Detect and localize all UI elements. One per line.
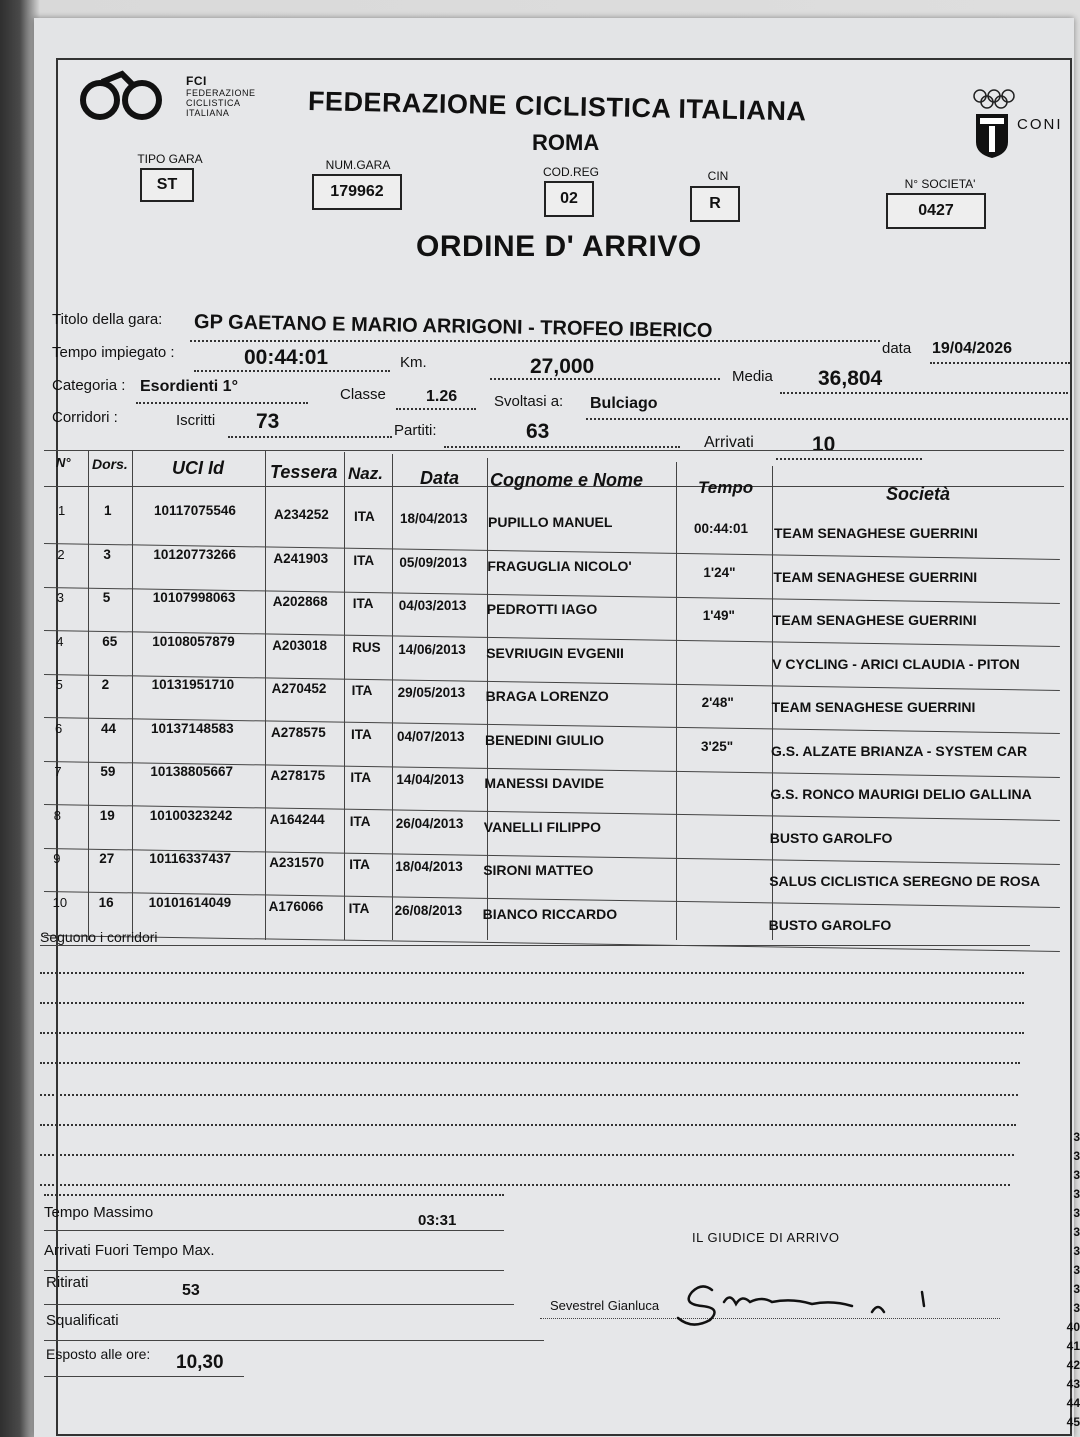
col-header-data: Data [420,468,460,488]
edge-number: 42 [1066,1358,1080,1372]
cell-dors: 27 [99,851,115,866]
cell-n: 6 [55,720,63,736]
cell-n: 9 [53,851,61,866]
cell-societa: G.S. RONCO MAURIGI DELIO GALLINA [770,786,1032,802]
cell-tempo: 1'24" [703,564,736,580]
cell-nome: MANESSI DAVIDE [484,775,604,791]
fci-line-1: FEDERAZIONE [186,88,256,98]
col-divider [344,452,345,940]
tempo-massimo-label: Tempo Massimo [44,1204,154,1221]
federation-title: FEDERAZIONE CICLISTICA ITALIANA [307,86,807,127]
cell-uci: 10116337437 [149,851,232,866]
cell-naz: ITA [348,900,370,916]
km-label: Km. [400,354,427,371]
edge-number: 44 [1066,1396,1080,1410]
fci-line-2: CICLISTICA [186,98,241,108]
cell-n: 8 [53,807,62,823]
giudice-name: Sevestrel Gianluca [550,1298,660,1313]
cell-uci: 10120773266 [153,546,236,562]
cell-data: 18/04/2013 [400,511,468,526]
cell-naz: ITA [349,813,371,829]
cell-tessera: A270452 [271,681,327,696]
data-label: data [882,340,912,357]
cod-reg-box: 02 [544,181,594,217]
cell-tessera: A234252 [274,507,329,522]
cell-nome: BENEDINI GIULIO [485,731,605,748]
cell-tessera: A278575 [271,724,326,740]
cell-dors: 5 [102,590,111,605]
extra-line-5 [40,1094,1018,1096]
cell-dors: 44 [101,720,117,736]
tipo-gara-label: TIPO GARA [137,152,203,166]
race-title-value: GP GAETANO E MARIO ARRIGONI - TROFEO IBERICO [193,311,713,343]
cell-naz: ITA [351,683,373,698]
cell-n: 1 [58,503,66,518]
fci-line-3: ITALIANA [186,108,230,118]
cell-naz: ITA [351,726,372,742]
cell-naz: ITA [353,552,375,568]
extra-line-7 [40,1154,1014,1156]
cell-data: 29/05/2013 [397,685,466,700]
col-header-nome: Cognome e Nome [490,470,644,490]
cell-dors: 16 [98,894,114,910]
edge-number: 3 [1073,1244,1080,1258]
cell-data: 04/07/2013 [397,728,465,744]
cell-data: 14/04/2013 [396,772,464,787]
col-header-uci: UCI Id [172,458,224,478]
data-dotline [930,362,1070,364]
cell-uci: 10101614049 [148,894,232,910]
col-header-societa: Società [886,484,951,504]
cell-societa: TEAM SENAGHESE GUERRINI [771,699,976,715]
fci-logo-icon [72,70,172,122]
partiti-dotline [444,446,680,448]
media-value: 36,804 [818,367,883,390]
col-header-naz: Naz. [348,464,383,483]
cell-data: 04/03/2013 [398,598,467,613]
cell-tessera: A241903 [273,550,329,566]
cell-n: 2 [57,546,65,562]
cell-uci: 10117075546 [154,503,236,518]
classe-dotline [396,408,476,410]
race-date-value: 19/04/2026 [932,340,1013,357]
cell-societa: TEAM SENAGHESE GUERRINI [772,612,977,628]
olympic-rings-icon [972,88,1016,110]
cin-label: CIN [707,169,729,183]
tempo-massimo-rule [44,1230,504,1231]
col-divider [676,462,677,940]
corridori-label: Corridori : [52,409,118,426]
tempo-impiegato-value: 00:44:01 [244,346,329,369]
edge-number: 3 [1073,1263,1080,1277]
cell-n: 10 [52,894,68,910]
edge-number: 3 [1073,1149,1080,1163]
edge-number: 3 [1073,1301,1080,1315]
cell-tempo: 00:44:01 [694,521,749,536]
cin-box: R [690,186,740,222]
edge-number-strip [1060,1130,1080,1434]
cell-tessera: A164244 [269,811,325,827]
edge-number: 3 [1073,1225,1080,1239]
cell-nome: PUPILLO MANUEL [488,514,613,530]
cell-data: 05/09/2013 [399,554,467,570]
cell-societa: SALUS CICLISTICA SEREGNO DE ROSA [769,873,1041,889]
edge-number: 3 [1073,1168,1080,1182]
svoltasi-label: Svoltasi a: [494,393,564,410]
extra-line-8 [40,1184,1010,1186]
cell-nome: BRAGA LORENZO [485,688,609,704]
titolo-dotline [190,340,880,342]
ritirati-value: 53 [182,1282,200,1299]
media-dotline [780,392,1068,394]
iscritti-dotline [228,436,392,438]
tipo-gara-box: ST [140,168,194,202]
partiti-value: 63 [526,420,550,443]
cell-uci: 10108057879 [152,633,235,649]
cell-nome: PEDROTTI IAGO [486,601,598,617]
col-divider [265,450,266,940]
iscritti-value: 73 [256,410,280,433]
edge-number: 45 [1066,1415,1080,1429]
cell-dors: 19 [99,807,115,823]
extra-line-4 [40,1062,1020,1064]
cell-uci: 10107998063 [152,590,236,605]
edge-number: 3 [1073,1130,1080,1144]
societa-code-label: N° SOCIETA' [904,177,976,191]
fuori-tempo-rule [44,1270,504,1271]
col-header-dors: Dors. [92,456,128,472]
edge-number: 3 [1073,1282,1080,1296]
cell-dors: 65 [102,633,118,649]
col-divider [132,450,133,940]
esposto-label: Esposto alle ore: [46,1346,151,1362]
societa-code-box: 0427 [886,193,986,229]
coni-shield-icon [974,112,1010,160]
city-label: ROMA [532,130,600,155]
extra-line-1 [40,972,1024,974]
cell-naz: ITA [352,596,374,611]
km-dotline [490,378,720,380]
cell-naz: ITA [349,857,370,872]
cell-uci: 10131951710 [151,677,235,692]
cell-uci: 10100323242 [149,807,233,823]
col-header-tempo: Tempo [698,478,754,497]
cell-tessera: A176066 [268,898,324,914]
cell-nome: FRAGUGLIA NICOLO' [487,557,632,574]
cell-naz: ITA [350,770,372,785]
svoltasi-dotline [586,418,1068,420]
table-top-rule [44,450,1064,451]
ritirati-rule [44,1304,514,1305]
partiti-label: Partiti: [394,422,437,439]
document-title: ORDINE D' ARRIVO [416,230,702,263]
extra-line-9 [44,1194,504,1196]
extra-line-6 [40,1124,1016,1126]
cell-nome: SEVRIUGIN EVGENII [486,644,624,661]
num-gara-label: NUM.GARA [325,158,391,172]
col-header-n: N° [56,455,71,470]
cell-societa: V CYCLING - ARICI CLAUDIA - PITON [772,655,1020,672]
cell-dors: 59 [100,764,116,779]
tempo-impiegato-label: Tempo impiegato : [52,344,175,361]
edge-number: 40 [1066,1320,1080,1334]
cell-societa: TEAM SENAGHESE GUERRINI [773,568,978,585]
tempo-dotline [194,370,390,372]
classe-label: Classe [340,386,386,403]
cell-societa: BUSTO GAROLFO [769,829,893,846]
cell-uci: 10138805667 [150,764,233,779]
esposto-rule [44,1376,244,1377]
categoria-dotline [136,402,308,404]
classe-value: 1.26 [426,388,458,405]
cell-tempo: 2'48" [701,695,734,710]
tempo-massimo-value: 03:31 [418,1212,457,1229]
cell-n: 3 [56,590,65,605]
cell-n: 7 [54,764,62,779]
arrivati-label: Arrivati [704,434,754,451]
coni-label: CONI [1017,116,1063,133]
km-value: 27,000 [530,355,595,378]
cell-n: 4 [56,633,64,649]
cell-tessera: A231570 [269,855,324,870]
cell-data: 26/08/2013 [394,902,463,918]
seguono-label: Seguono i corridori [40,929,158,945]
cod-reg-label: COD.REG [542,165,599,179]
cell-societa: G.S. ALZATE BRIANZA - SYSTEM CAR [771,742,1028,759]
categoria-label: Categoria : [52,377,126,394]
svoltasi-value: Bulciago [590,395,658,412]
cell-nome: BIANCO RICCARDO [482,905,618,922]
cell-tempo: 3'25" [701,738,734,754]
cell-societa: BUSTO GAROLFO [768,916,892,933]
fuori-tempo-label: Arrivati Fuori Tempo Max. [44,1242,215,1259]
cell-dors: 3 [103,546,111,562]
fci-abbr: FCI [186,74,207,88]
ritirati-label: Ritirati [46,1274,89,1291]
esposto-value: 10,30 [176,1352,224,1373]
signature-icon [672,1272,952,1332]
cell-data: 18/04/2013 [395,859,463,874]
cell-tessera: A278175 [270,768,326,783]
arrivati-value: 10 [812,433,836,456]
cell-dors: 1 [104,503,112,518]
cell-tempo: 1'49" [702,608,735,623]
titolo-label: Titolo della gara: [52,311,163,328]
edge-number: 3 [1073,1206,1080,1220]
iscritti-label: Iscritti [176,412,216,429]
cell-nome: SIRONI MATTEO [483,862,594,878]
cell-data: 14/06/2013 [398,641,466,657]
media-label: Media [732,368,773,385]
extra-line-3 [40,1032,1024,1034]
cell-nome: VANELLI FILIPPO [483,818,601,835]
cell-tessera: A202868 [272,594,328,609]
edge-number: 3 [1073,1187,1080,1201]
cell-dors: 2 [101,677,110,692]
fci-text-block [186,76,256,118]
arrivati-dotline [776,458,922,460]
categoria-value: Esordienti 1° [140,378,238,395]
col-divider [88,450,89,940]
num-gara-box: 179962 [312,174,402,210]
cell-data: 26/04/2013 [395,815,464,831]
col-header-tessera: Tessera [270,462,338,482]
seguono-rule [40,945,1030,946]
edge-number: 43 [1066,1377,1080,1391]
extra-line-2 [40,1002,1024,1004]
cell-uci: 10137148583 [151,720,234,736]
cell-naz: ITA [354,509,375,524]
cell-tessera: A203018 [272,637,327,653]
cell-n: 5 [55,677,63,692]
col-divider [392,454,393,940]
squalificati-label: Squalificati [46,1312,119,1329]
giudice-label: IL GIUDICE DI ARRIVO [692,1230,840,1245]
cell-societa: TEAM SENAGHESE GUERRINI [774,525,978,541]
squalificati-rule [44,1340,544,1341]
cell-naz: RUS [352,639,381,655]
edge-number: 41 [1066,1339,1080,1353]
